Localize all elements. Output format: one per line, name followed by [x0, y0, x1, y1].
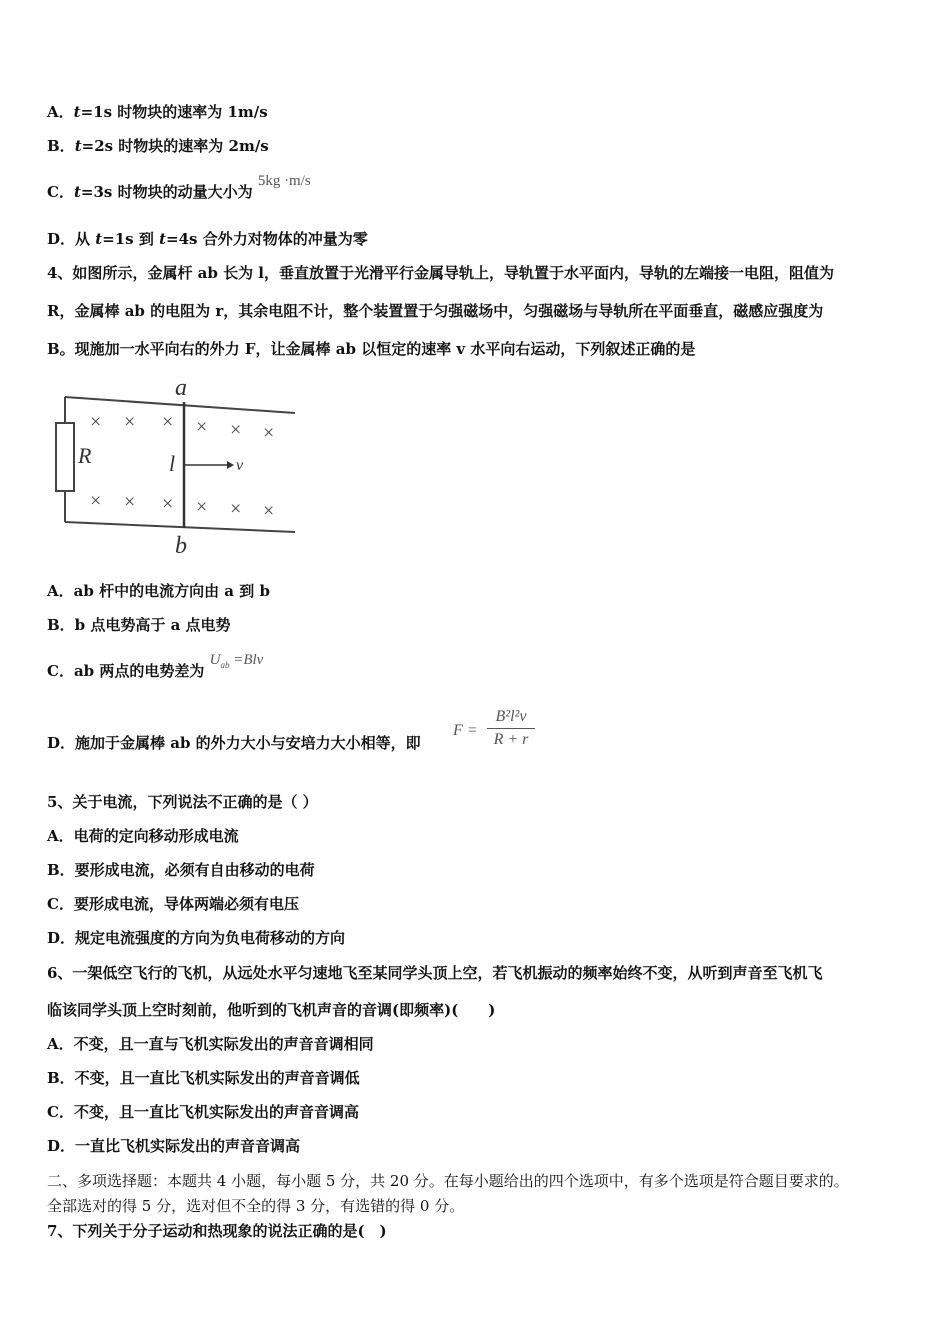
- magnetic-field-crosses: [90, 411, 274, 522]
- q3-option-d: D．从 t=1s 到 t=4s 合外力对物体的冲量为零: [47, 230, 368, 248]
- svg-text:×: ×: [263, 500, 275, 522]
- q5-option-d: D．规定电流强度的方向为负电荷移动的方向: [47, 929, 346, 947]
- q3-option-c: C．t=3s 时物块的动量大小为 5kg ·m/s: [47, 173, 311, 201]
- svg-text:×: ×: [90, 490, 102, 512]
- q4-stem-line2: R，金属棒 ab 的电阻为 r，其余电阻不计，整个装置置于匀强磁场中，匀强磁场与导轨所在平面垂直，磁感应强度为: [47, 302, 824, 320]
- svg-text:×: ×: [263, 422, 275, 444]
- q7-stem: 7、下列关于分子运动和热现象的说法正确的是( ): [47, 1222, 387, 1240]
- svg-text:×: ×: [124, 411, 136, 433]
- label-v: v: [236, 457, 244, 474]
- q4-option-b: B．b 点电势高于 a 点电势: [47, 616, 231, 634]
- svg-text:×: ×: [230, 498, 242, 520]
- bottom-rail: [65, 522, 295, 532]
- q5-option-c: C．要形成电流，导体两端必须有电压: [47, 895, 299, 913]
- q3-formula-momentum: 5kg ·m/s: [257, 173, 311, 189]
- q5-option-b: B．要形成电流，必须有自由移动的电荷: [47, 861, 315, 879]
- q4-stem-line3: B。现施加一水平向右的外力 F，让金属棒 ab 以恒定的速率 v 水平向右运动，下列叙述正确的是: [47, 340, 696, 358]
- q3-option-b: B．t=2s 时物块的速率为 2m/s: [47, 137, 269, 155]
- svg-text:×: ×: [162, 411, 174, 433]
- section2-heading-line1: 二、多项选择题：本题共 4 小题，每小题 5 分，共 20 分。在每小题给出的四个选项中，有多个选项是符合题目要求的。: [47, 1172, 849, 1190]
- q6-stem-line1: 6、一架低空飞行的飞机，从远处水平匀速地飞至某同学头顶上空，若飞机振动的频率始终不变，从听到声音至飞机飞: [47, 964, 823, 982]
- q4-option-c: C．ab 两点的电势差为 $U_{ab} =Blv$: [47, 652, 264, 680]
- q5-option-a: A．电荷的定向移动形成电流: [47, 827, 239, 845]
- q6-option-d: D．一直比飞机实际发出的声音音调高: [47, 1137, 301, 1155]
- q6-option-b: B．不变，且一直比飞机实际发出的声音音调低: [47, 1069, 360, 1087]
- svg-text:×: ×: [196, 416, 208, 438]
- q6-option-a: A．不变，且一直与飞机实际发出的声音音调相同: [47, 1035, 374, 1053]
- q4-option-a: A．ab 杆中的电流方向由 a 到 b: [47, 582, 270, 600]
- q4-formula-uab: $U_{ab} =Blv$: [209, 652, 264, 670]
- q5-stem: 5、关于电流，下列说法不正确的是（ ）: [47, 793, 318, 811]
- label-a: a: [175, 375, 187, 401]
- q6-stem-line2: 临该同学头顶上空时刻前，他听到的飞机声音的音调(即频率)( ): [47, 1001, 496, 1019]
- label-R: R: [78, 443, 92, 468]
- q3-option-a: A．t=1s 时物块的速率为 1m/s: [47, 103, 268, 121]
- q4-stem-line1: 4、如图所示，金属杆 ab 长为 l，垂直放置于光滑平行金属导轨上，导轨置于水平面内，导轨的左端接一电阻，阻值为: [47, 264, 835, 282]
- q6-option-c: C．不变，且一直比飞机实际发出的声音音调高: [47, 1103, 359, 1121]
- resistor: [56, 423, 74, 491]
- rail-circuit-diagram: [48, 375, 308, 560]
- svg-text:×: ×: [196, 496, 208, 518]
- svg-text:×: ×: [124, 491, 136, 513]
- svg-text:×: ×: [162, 493, 174, 515]
- svg-text:×: ×: [230, 419, 242, 441]
- label-l: l: [169, 451, 176, 476]
- section2-heading-line2: 全部选对的得 5 分，选对但不全的得 3 分，有选错的得 0 分。: [47, 1197, 465, 1215]
- label-b: b: [175, 533, 187, 559]
- q4-option-d: D．施加于金属棒 ab 的外力大小与安培力大小相等，即: [47, 734, 421, 752]
- svg-text:×: ×: [90, 411, 102, 433]
